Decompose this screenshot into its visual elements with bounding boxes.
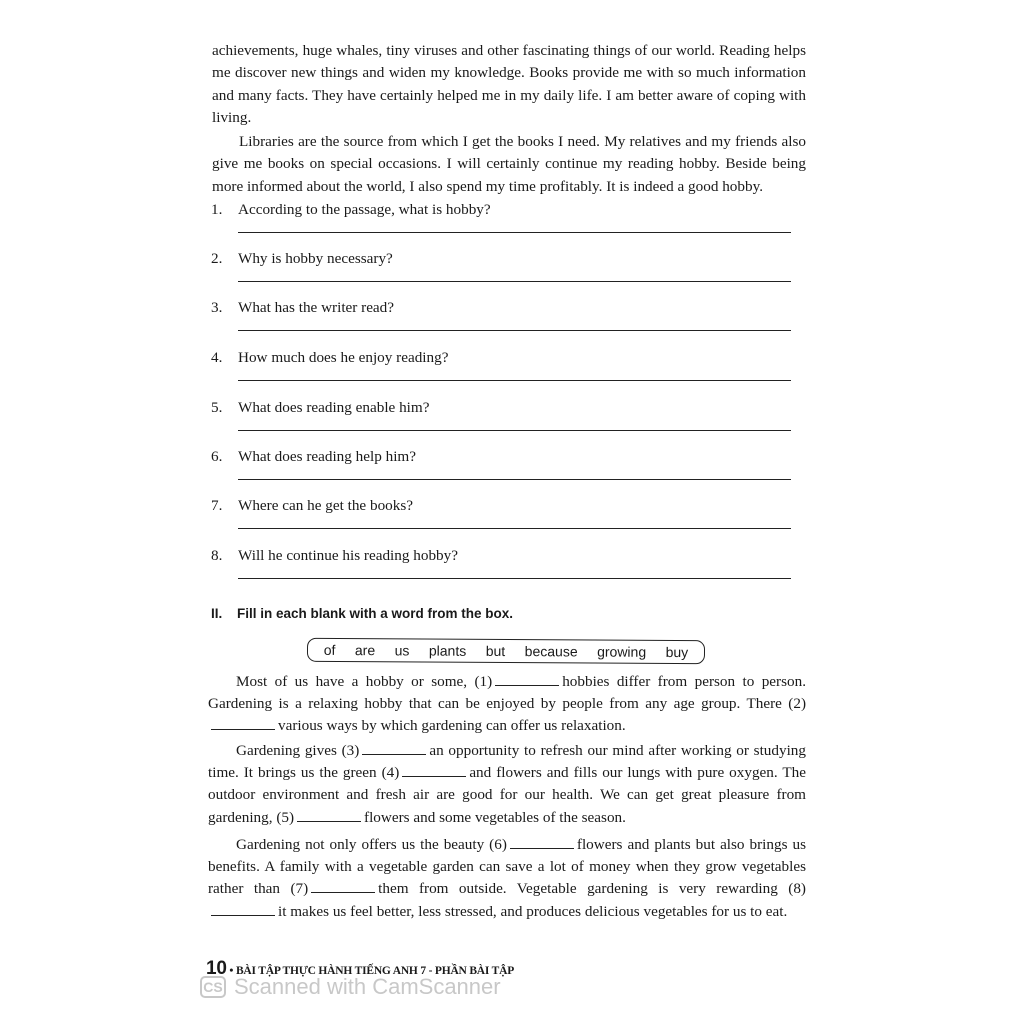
word-box-item: but (485, 642, 506, 659)
text-segment: an opportunity to refresh our mind after working or studying time. It brings us the green (4) (208, 742, 806, 782)
camscanner-logo-icon: CS (200, 976, 226, 998)
question-number: 4. (211, 349, 223, 366)
text-segment: flowers and some vegetables of the season. (364, 808, 626, 826)
blank-7[interactable] (311, 880, 375, 893)
word-box-item: us (394, 642, 410, 659)
answer-line[interactable] (238, 380, 791, 381)
section-2-heading (211, 606, 513, 621)
gardening-paragraph-3 (208, 834, 806, 923)
passage-paragraph-1: achievements, huge whales, tiny viruses and other fascinating things of our world. Reading helps me discover new things and widen my knowledge. Books provide me with so much information and many facts. They have certainly helped me in my daily life. I am better aware of coping with living. (212, 42, 806, 126)
text-segment: it makes us feel better, less stressed, and produces delicious vegetables for us to eat. (278, 902, 788, 920)
question-8 (211, 547, 791, 591)
section-instruction: Fill in each blank with a word from the box. (237, 606, 514, 621)
page-number: 10 (206, 958, 227, 979)
answer-line[interactable] (238, 479, 791, 480)
passage-paragraph-2: Libraries are the source from which I get the books I need. My relatives and my friends also give me books on special occasions. I will certainly continue my reading hobby. Beside being more informed about the world, I also spend my time profitably. It is indeed a good hobby. (212, 133, 806, 195)
question-text: How much does he enjoy reading? (238, 349, 449, 366)
blank-6[interactable] (510, 836, 574, 849)
text-segment: and flowers and fills our lungs with pure oxygen. The outdoor environment and fresh air are good for our health. We can get great pleasure from gardening, (5) (208, 764, 806, 826)
question-5 (211, 399, 791, 443)
text-segment: hobbies differ from person to person. Gardening is a relaxing hobby that can be enjoyed by people from any age group. There (2) (208, 673, 806, 713)
section-number: II. (211, 606, 223, 621)
text-segment: Gardening not only offers us the beauty (6) (236, 836, 507, 853)
question-text: Where can he get the books? (238, 497, 413, 514)
blank-4[interactable] (402, 764, 466, 777)
question-text: What has the writer read? (238, 299, 395, 316)
text-segment: various ways by which gardening can offer us relaxation. (278, 717, 626, 735)
answer-line[interactable] (238, 330, 791, 331)
gardening-paragraph-1 (208, 671, 806, 738)
answer-line[interactable] (238, 281, 791, 282)
question-text: Why is hobby necessary? (238, 250, 393, 267)
word-box-item: are (354, 642, 376, 659)
question-number: 8. (211, 547, 223, 564)
camscanner-watermark (200, 974, 501, 1000)
question-number: 1. (211, 201, 223, 218)
question-text: What does reading enable him? (238, 399, 430, 416)
question-number: 2. (211, 250, 223, 267)
answer-line[interactable] (238, 578, 791, 579)
answer-line[interactable] (238, 430, 791, 431)
word-box (307, 638, 705, 664)
question-number: 5. (211, 399, 223, 416)
text-segment: flowers and plants but also brings us benefits. A family with a vegetable garden can save a lot of money when they grow vegetables rather than (7) (208, 836, 806, 898)
question-3 (211, 299, 791, 343)
question-number: 3. (211, 299, 223, 316)
word-box-item: plants (428, 642, 467, 659)
blank-2[interactable] (211, 717, 275, 730)
text-segment: them from outside. Vegetable gardening is very rewarding (8) (378, 880, 806, 898)
text-segment: Gardening gives (3) (236, 742, 360, 759)
question-text: According to the passage, what is hobby? (238, 201, 491, 218)
watermark-text: Scanned with CamScanner (234, 974, 501, 999)
question-1 (211, 201, 791, 245)
word-box-item: because (524, 643, 578, 660)
word-box-item: buy (665, 643, 689, 661)
question-text: What does reading help him? (238, 448, 416, 465)
question-number: 7. (211, 497, 223, 514)
question-number: 6. (211, 448, 223, 465)
answer-line[interactable] (238, 528, 791, 529)
word-box-item: growing (597, 643, 647, 660)
question-text: Will he continue his reading hobby? (238, 547, 458, 564)
question-6 (211, 448, 791, 492)
book-title: BÀI TẬP THỰC HÀNH TIẾNG ANH 7 - PHẦN BÀI TẬP (235, 965, 515, 977)
word-box-item: of (323, 641, 336, 658)
footer-bullet: • (229, 965, 234, 977)
text-segment: Most of us have a hobby or some, (1) (236, 673, 493, 690)
question-2 (211, 250, 791, 294)
gardening-paragraph-2 (208, 740, 806, 829)
question-7 (211, 497, 791, 541)
blank-3[interactable] (362, 742, 426, 755)
blank-5[interactable] (297, 809, 361, 822)
blank-1[interactable] (495, 673, 559, 686)
blank-8[interactable] (211, 903, 275, 916)
answer-line[interactable] (238, 232, 791, 233)
question-4 (211, 349, 791, 393)
